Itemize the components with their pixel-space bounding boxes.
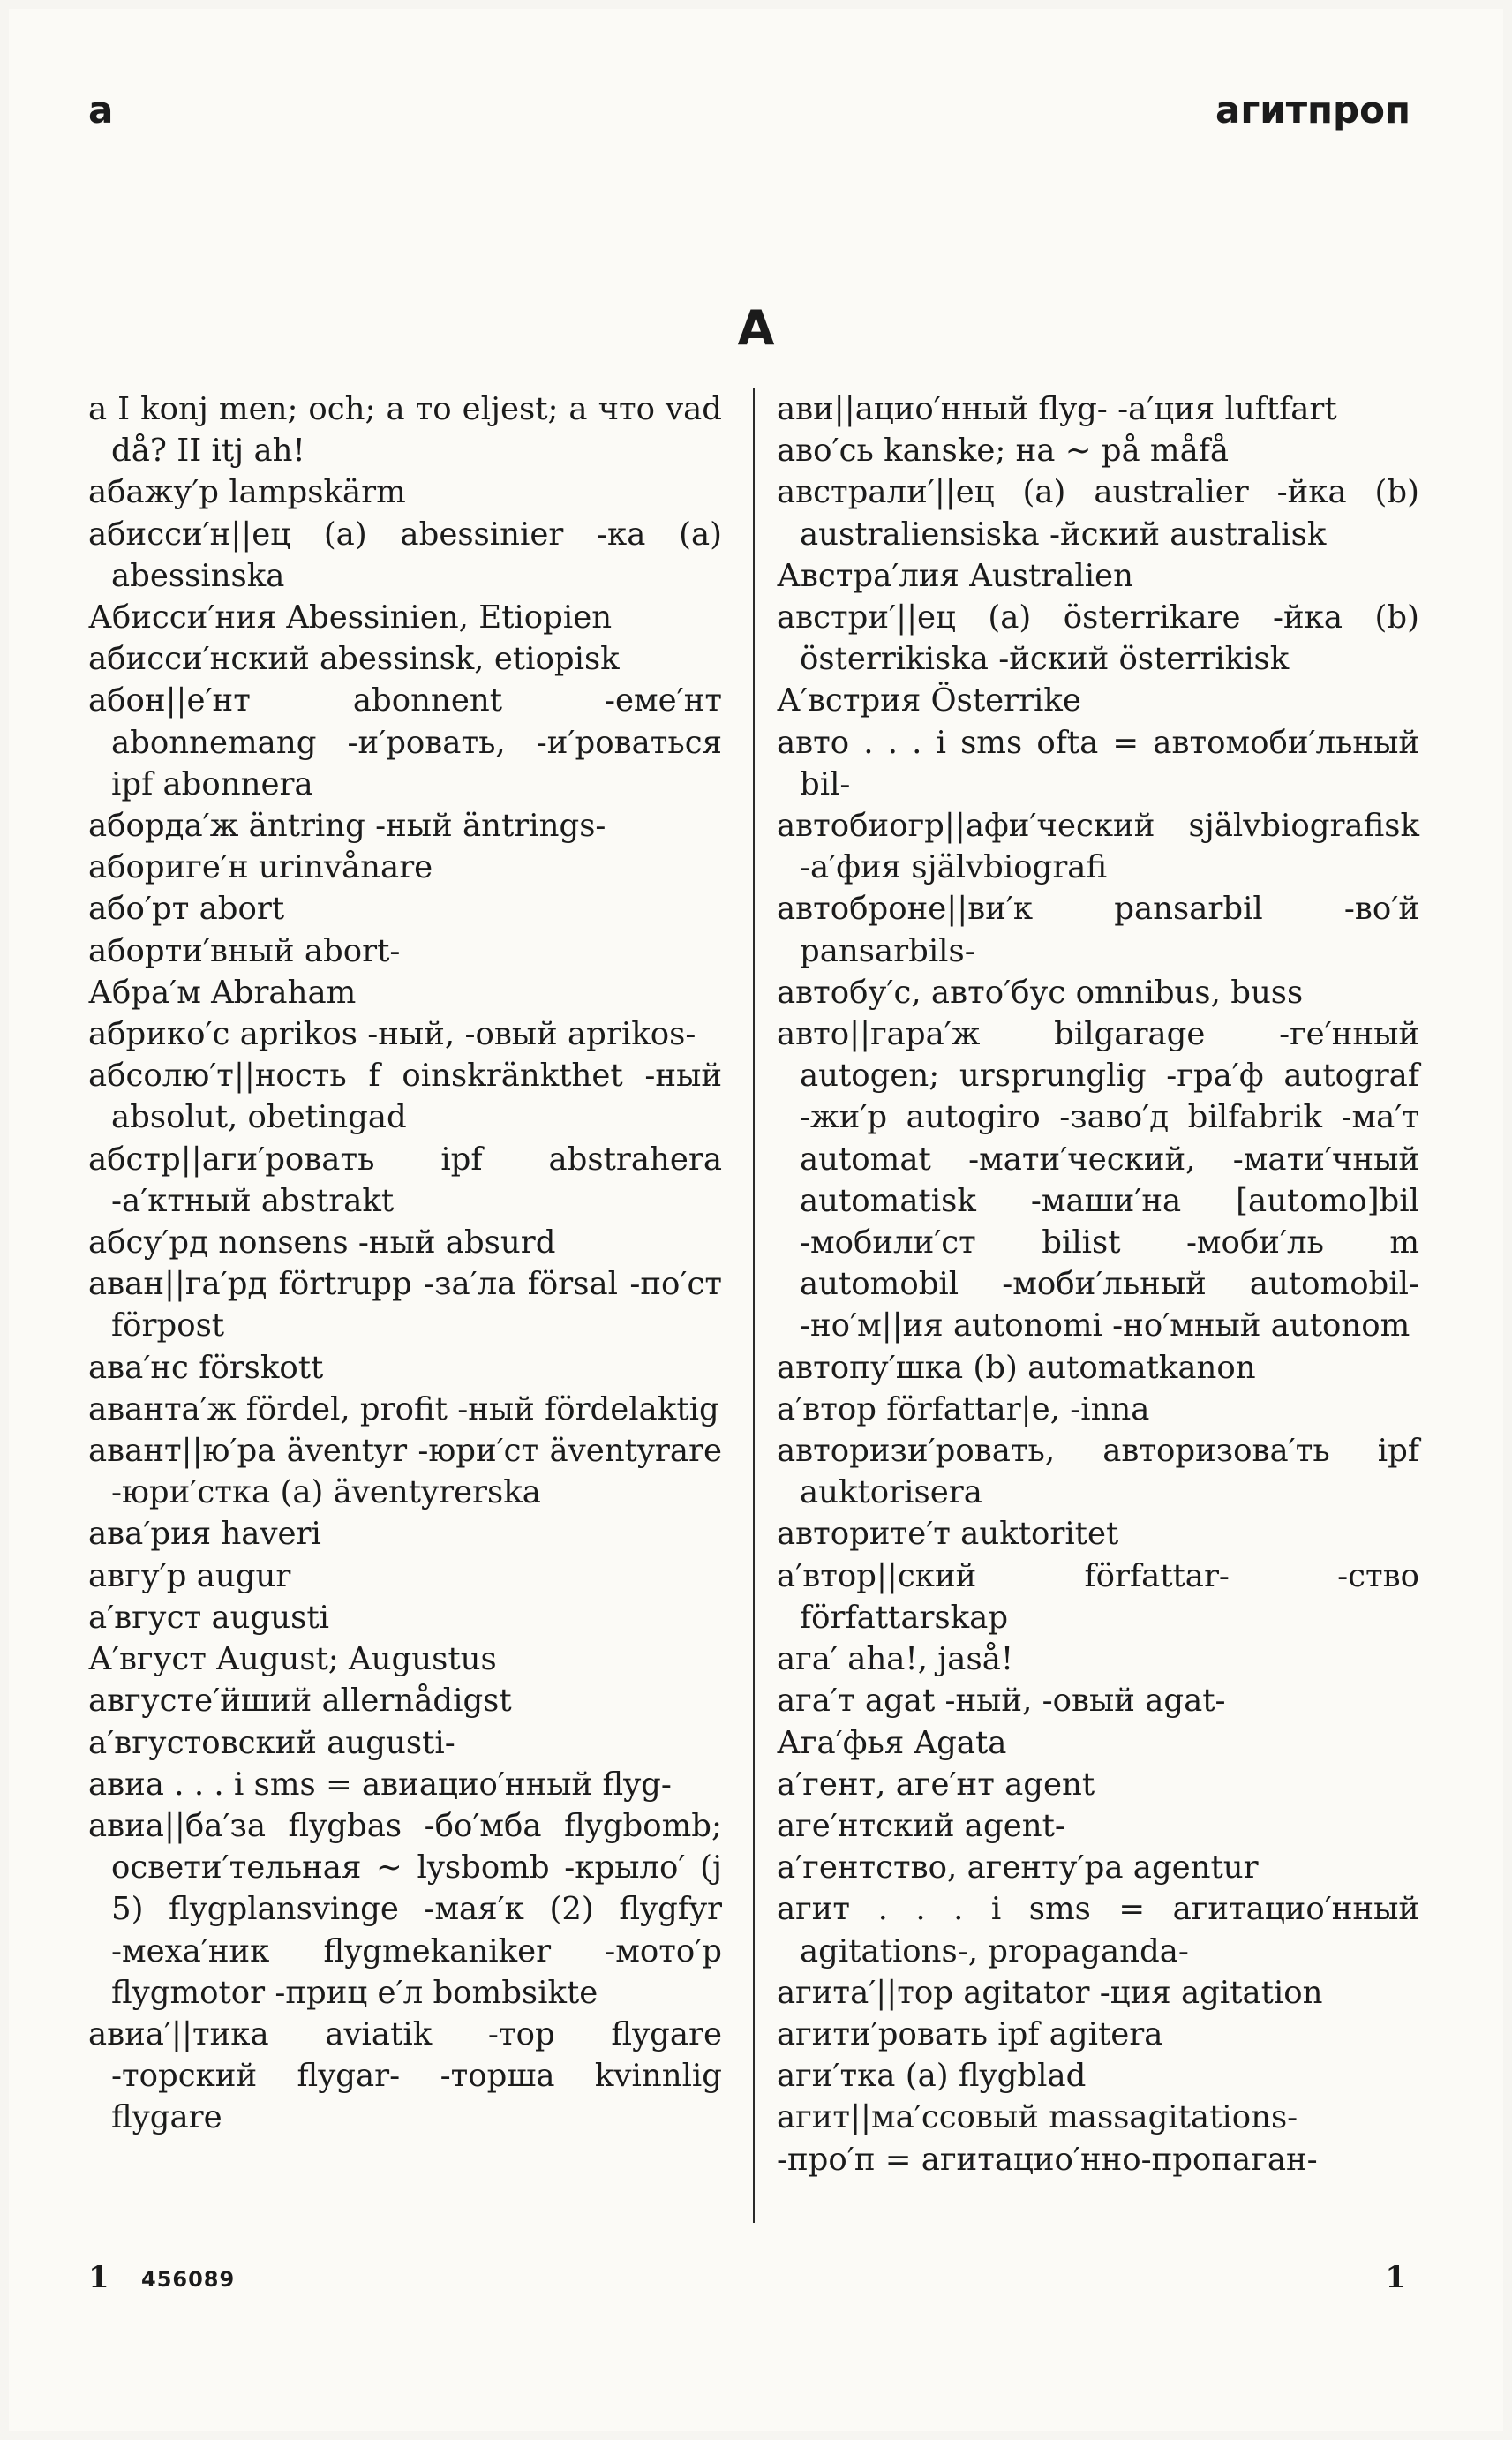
section-letter-heading: А xyxy=(737,300,775,356)
dictionary-entry: автобиогр||афи′ческий självbiografisk -а′фия självbiografi xyxy=(777,808,1419,886)
dictionary-entry: австри′||ец (a) österrikare -йка (b) österrikiska -йский österrikisk xyxy=(777,599,1419,678)
dictionary-entry: аборти′вный abort- xyxy=(88,932,401,969)
dictionary-entry: або′рт abort xyxy=(88,891,285,928)
dictionary-entry: автоброне||ви′к pansarbil -во′й pansarbils- xyxy=(777,891,1419,969)
dictionary-entry: А′встрия Österrike xyxy=(777,682,1081,719)
dictionary-entry: а I konj men; och; а то eljest; а что vad då? II itj ah! xyxy=(88,391,722,470)
page-number-left: 1 xyxy=(88,2260,109,2295)
dictionary-entry: а′гент, аге′нт agent xyxy=(777,1766,1095,1803)
dictionary-entry: автобу′с, авто′бус omnibus, buss xyxy=(777,974,1304,1011)
dictionary-entry: Ага′фья Agata xyxy=(777,1724,1007,1761)
dictionary-entry: авто||гара′ж bilgarage -ге′нный autogen; ursprunglig -гра′ф autograf -жи′р autogiro -заво′д bilfabrik -ма′т automat -мати′ческий, -мати′чный automatisk -маши′на [automo]bil -мобили′ст bilist -моби′ль m automobil -моби′льный automobil- -но′м||ия autonomi -но′мный autonom xyxy=(777,1016,1419,1344)
dictionary-entry: абисси′н||ец (a) abessinier -ка (a) abessinska xyxy=(88,516,722,594)
dictionary-entry: абсу′рд nonsens -ный absurd xyxy=(88,1224,556,1261)
dictionary-entry: автопу′шка (b) automatkanon xyxy=(777,1349,1256,1386)
left-column xyxy=(88,388,722,2139)
dictionary-entry: агит||ма′ссовый massagitations- xyxy=(777,2099,1298,2136)
dictionary-entry: а′втор författar|e, -inna xyxy=(777,1390,1150,1427)
dictionary-entry: абон||е′нт abonnent -еме′нт abonnemang -и′ровать, -и′роваться ipf abonnera xyxy=(88,682,722,802)
dictionary-entry: авторите′т auktoritet xyxy=(777,1516,1119,1553)
running-head-right: агитпроп xyxy=(1215,88,1410,132)
dictionary-entry: абориге′н urinvånare xyxy=(88,849,433,886)
dictionary-entry: а′вгуст augusti xyxy=(88,1599,329,1636)
dictionary-entry: авгу′р augur xyxy=(88,1557,291,1594)
dictionary-entry: аги′тка (a) flygblad xyxy=(777,2058,1087,2095)
dictionary-entry: абрико′с aprikos -ный, -овый aprikos- xyxy=(88,1016,696,1053)
dictionary-entry: аге′нтский agent- xyxy=(777,1807,1065,1844)
dictionary-entry: аван||га′рд förtrupp -за′ла försal -по′ст förpost xyxy=(88,1266,722,1344)
dictionary-entry: абажу′р lampskärm xyxy=(88,474,406,511)
dictionary-entry: аборда′ж äntring -ный äntrings- xyxy=(88,808,606,845)
page-number-right: 1 xyxy=(1385,2260,1406,2295)
dictionary-entry: австрали′||ец (a) australier -йка (b) australiensiska -йский australisk xyxy=(777,474,1419,553)
dictionary-entry: аванта′ж fördel, profit -ный fördelaktig xyxy=(88,1390,719,1427)
dictionary-entry: а′втор||ский författar- -ство författarskap xyxy=(777,1557,1419,1636)
dictionary-entry: агита′||тор agitator -ция agitation xyxy=(777,1974,1323,2011)
dictionary-entry: абсолю′т||ность f oinskränkthet -ный absolut, obetingad xyxy=(88,1058,722,1136)
column-divider xyxy=(753,388,755,2223)
dictionary-page xyxy=(9,9,1503,2431)
dictionary-entry: августе′йший allernådigst xyxy=(88,1683,512,1720)
dictionary-entry: -про′п = агитацио′нно-пропаган- xyxy=(777,2141,1318,2178)
dictionary-entry: ави||ацио′нный flyg- -а′ция luftfart xyxy=(777,391,1337,427)
dictionary-entry: абисси′нский abessinsk, etiopisk xyxy=(88,641,620,678)
dictionary-entry: а′гентство, агенту′ра agentur xyxy=(777,1849,1259,1886)
dictionary-entry: Абисси′ния Abessinien, Etiopien xyxy=(88,599,613,636)
dictionary-entry: агит . . . i sms = агитацио′нный agitations-, propaganda- xyxy=(777,1891,1419,1969)
dictionary-entry: ава′рия haveri xyxy=(88,1516,321,1553)
dictionary-entry: авиа . . . i sms = авиацио′нный flyg- xyxy=(88,1766,672,1803)
dictionary-entry: ава′нс förskott xyxy=(88,1349,324,1386)
dictionary-entry: Абра′м Abraham xyxy=(88,974,357,1011)
dictionary-entry: ага′т agat -ный, -овый agat- xyxy=(777,1683,1226,1720)
dictionary-entry: авант||ю′ра äventyr -юри′ст äventyrare -юри′стка (a) äventyrerska xyxy=(88,1433,722,1511)
dictionary-entry: агити′ровать ipf agitera xyxy=(777,2015,1163,2052)
dictionary-entry: авиа′||тика aviatik -тор flygare -торский flygar- -торша kvinnlig flygare xyxy=(88,2015,722,2136)
dictionary-entry: аво′сь kanske; на ~ på måfå xyxy=(777,433,1230,470)
dictionary-entry: авторизи′ровать, авторизова′ть ipf auktorisera xyxy=(777,1433,1419,1511)
dictionary-entry: ага′ aha!, jaså! xyxy=(777,1641,1014,1678)
printer-signature: 456089 xyxy=(141,2267,236,2292)
dictionary-entry: абстр||аги′ровать ipf abstrahera -а′ктный abstrakt xyxy=(88,1141,722,1219)
running-head-left: а xyxy=(88,88,114,132)
dictionary-entry: авиа||ба′за flygbas -бо′мба flygbomb; освети′тельная ~ lysbomb -крыло′ (j 5) flygplansvinge -мая′к (2) flygfyr -меха′ник flygmekaniker -мото′р flygmotor -приц е′л bombsikte xyxy=(88,1807,722,2011)
right-column xyxy=(777,388,1419,2180)
dictionary-entry: А′вгуст August; Augustus xyxy=(88,1641,497,1678)
dictionary-entry: Австра′лия Australien xyxy=(777,557,1133,594)
dictionary-entry: авто . . . i sms ofta = автомоби′льный bil- xyxy=(777,724,1419,802)
dictionary-entry: а′вгустовский augusti- xyxy=(88,1724,455,1761)
